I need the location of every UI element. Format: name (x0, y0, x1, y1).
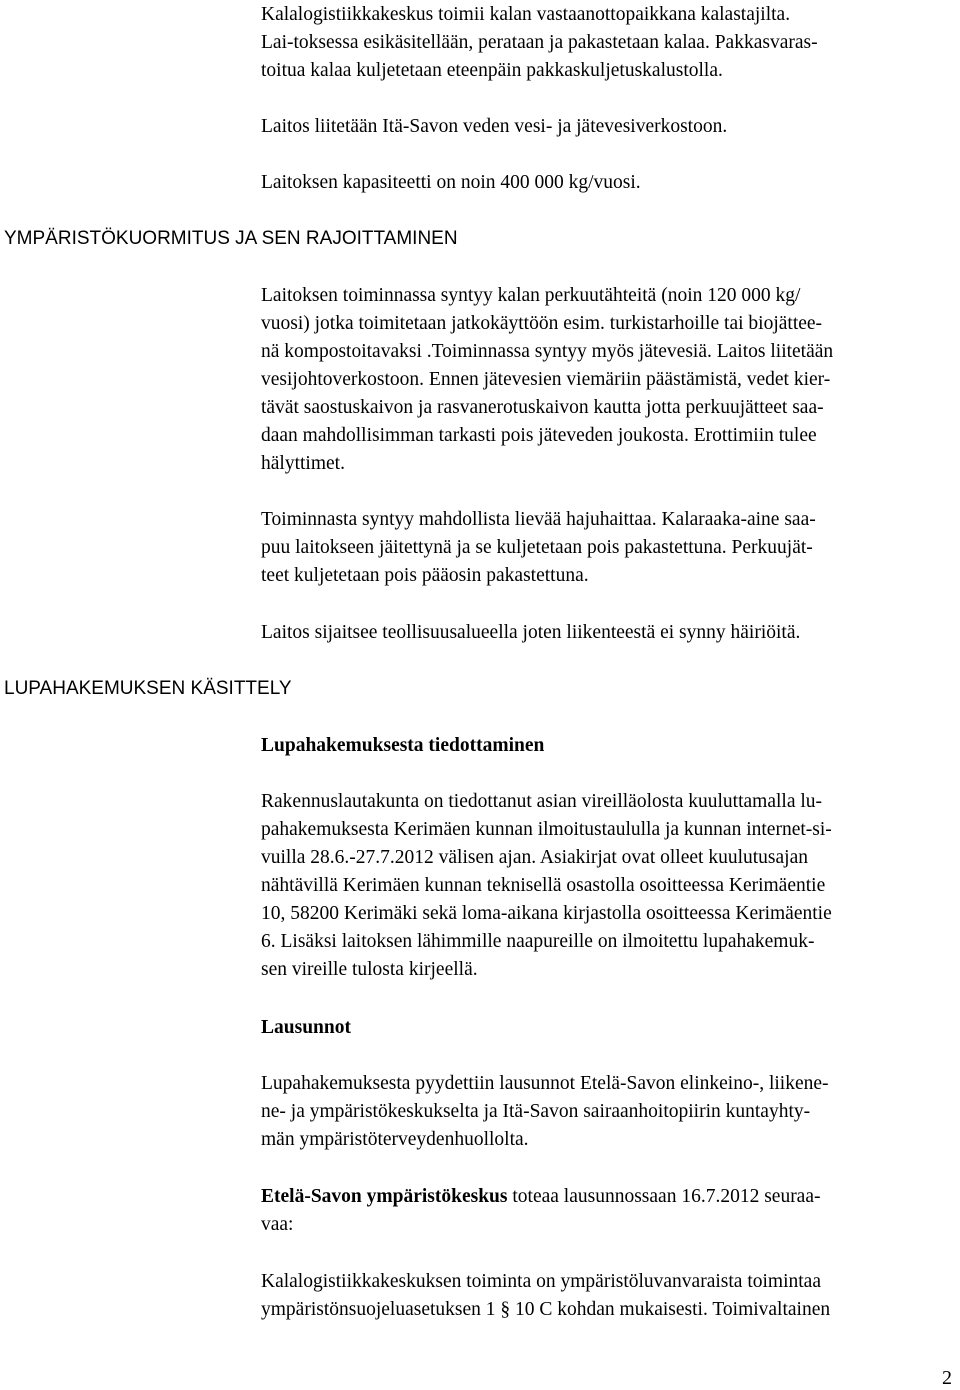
intro-line: Kalalogistiikkakeskus toimii kalan vastaanottopaikkana kalastajilta. (261, 4, 791, 25)
page-number: 2 (942, 1367, 952, 1389)
ely-name: Etelä-Savon ympäristökeskus (261, 1186, 508, 1207)
ely-statement-line: vaa: (261, 1214, 294, 1235)
notice-line: 10, 58200 Kerimäki sekä loma-aikana kirjastolla osoitteessa Kerimäentie (261, 903, 832, 924)
statements-line: ne- ja ympäristökeskukselta ja Itä-Savon sairaanhoitopiirin kuntayhty- (261, 1101, 811, 1122)
env-line: Laitoksen toiminnassa syntyy kalan perkuutähteitä (noin 120 000 kg/ (261, 285, 801, 306)
subheading-statements: Lausunnot (261, 1017, 351, 1038)
capacity-line: Laitoksen kapasiteetti on noin 400 000 kg/vuosi. (261, 172, 641, 193)
env-line: daan mahdollisimman tarkasti pois jäteveden joukosta. Erottimiin tulee (261, 425, 817, 446)
env-line: nä kompostoitavaksi .Toiminnassa syntyy myös jätevesiä. Laitos liitetään (261, 341, 834, 362)
ely-statement-line (261, 1185, 821, 1209)
heading-permit: LUPAHAKEMUKSEN KÄSITTELY (4, 678, 292, 699)
traffic-line: Laitos sijaitsee teollisuusalueella joten liikenteestä ei synny häiriöitä. (261, 622, 801, 643)
statements-line: män ympäristöterveydenhuollolta. (261, 1129, 529, 1150)
odour-line: teet kuljetetaan pois pääosin pakastettuna. (261, 565, 589, 586)
notice-line: Rakennuslautakunta on tiedottanut asian vireilläolosta kuuluttamalla lu- (261, 791, 823, 812)
final-line: ympäristönsuojeluasetuksen 1 § 10 C kohdan mukaisesti. Toimivaltainen (261, 1299, 831, 1320)
notice-line: vuilla 28.6.-27.7.2012 välisen ajan. Asiakirjat ovat olleet kuulutusajan (261, 847, 808, 868)
env-line: vesijohtoverkostoon. Ennen jätevesien viemäriin päästämistä, vedet kier- (261, 369, 831, 390)
env-line: vuosi) jotka toimitetaan jatkokäyttöön esim. turkistarhoille tai biojättee- (261, 313, 823, 334)
subheading-notice: Lupahakemuksesta tiedottaminen (261, 735, 545, 756)
intro-line: Lai-toksessa esikäsitellään, perataan ja pakastetaan kalaa. Pakkasvaras- (261, 32, 818, 53)
final-line: Kalalogistiikkakeskuksen toiminta on ympäristöluvanvaraista toimintaa (261, 1271, 821, 1292)
notice-line: 6. Lisäksi laitoksen lähimmille naapureille on ilmoitettu lupahakemuk- (261, 931, 815, 952)
odour-line: puu laitokseen jäitettynä ja se kuljetetaan pois pakastettuna. Perkuujät- (261, 537, 813, 558)
sewer-line: Laitos liitetään Itä-Savon veden vesi- ja jätevesiverkostoon. (261, 116, 728, 137)
notice-line: nähtävillä Kerimäen kunnan teknisellä osastolla osoitteessa Kerimäentie (261, 875, 826, 896)
ely-statement-text: toteaa lausunnossaan 16.7.2012 seuraa- (507, 1186, 821, 1207)
env-line: hälyttimet. (261, 453, 345, 474)
env-line: tävät saostuskaivon ja rasvanerotuskaivon kautta jotta perkuujätteet saa- (261, 397, 824, 418)
odour-line: Toiminnasta syntyy mahdollista lievää hajuhaittaa. Kalaraaka-aine saa- (261, 509, 816, 530)
intro-line: toitua kalaa kuljetetaan eteenpäin pakkaskuljetuskalustolla. (261, 60, 723, 81)
notice-line: sen vireille tulosta kirjeellä. (261, 959, 478, 980)
statements-line: Lupahakemuksesta pyydettiin lausunnot Etelä-Savon elinkeino-, liikene- (261, 1073, 829, 1094)
heading-environment: YMPÄRISTÖKUORMITUS JA SEN RAJOITTAMINEN (4, 228, 458, 249)
notice-line: pahakemuksesta Kerimäen kunnan ilmoitustaululla ja kunnan internet-si- (261, 819, 832, 840)
